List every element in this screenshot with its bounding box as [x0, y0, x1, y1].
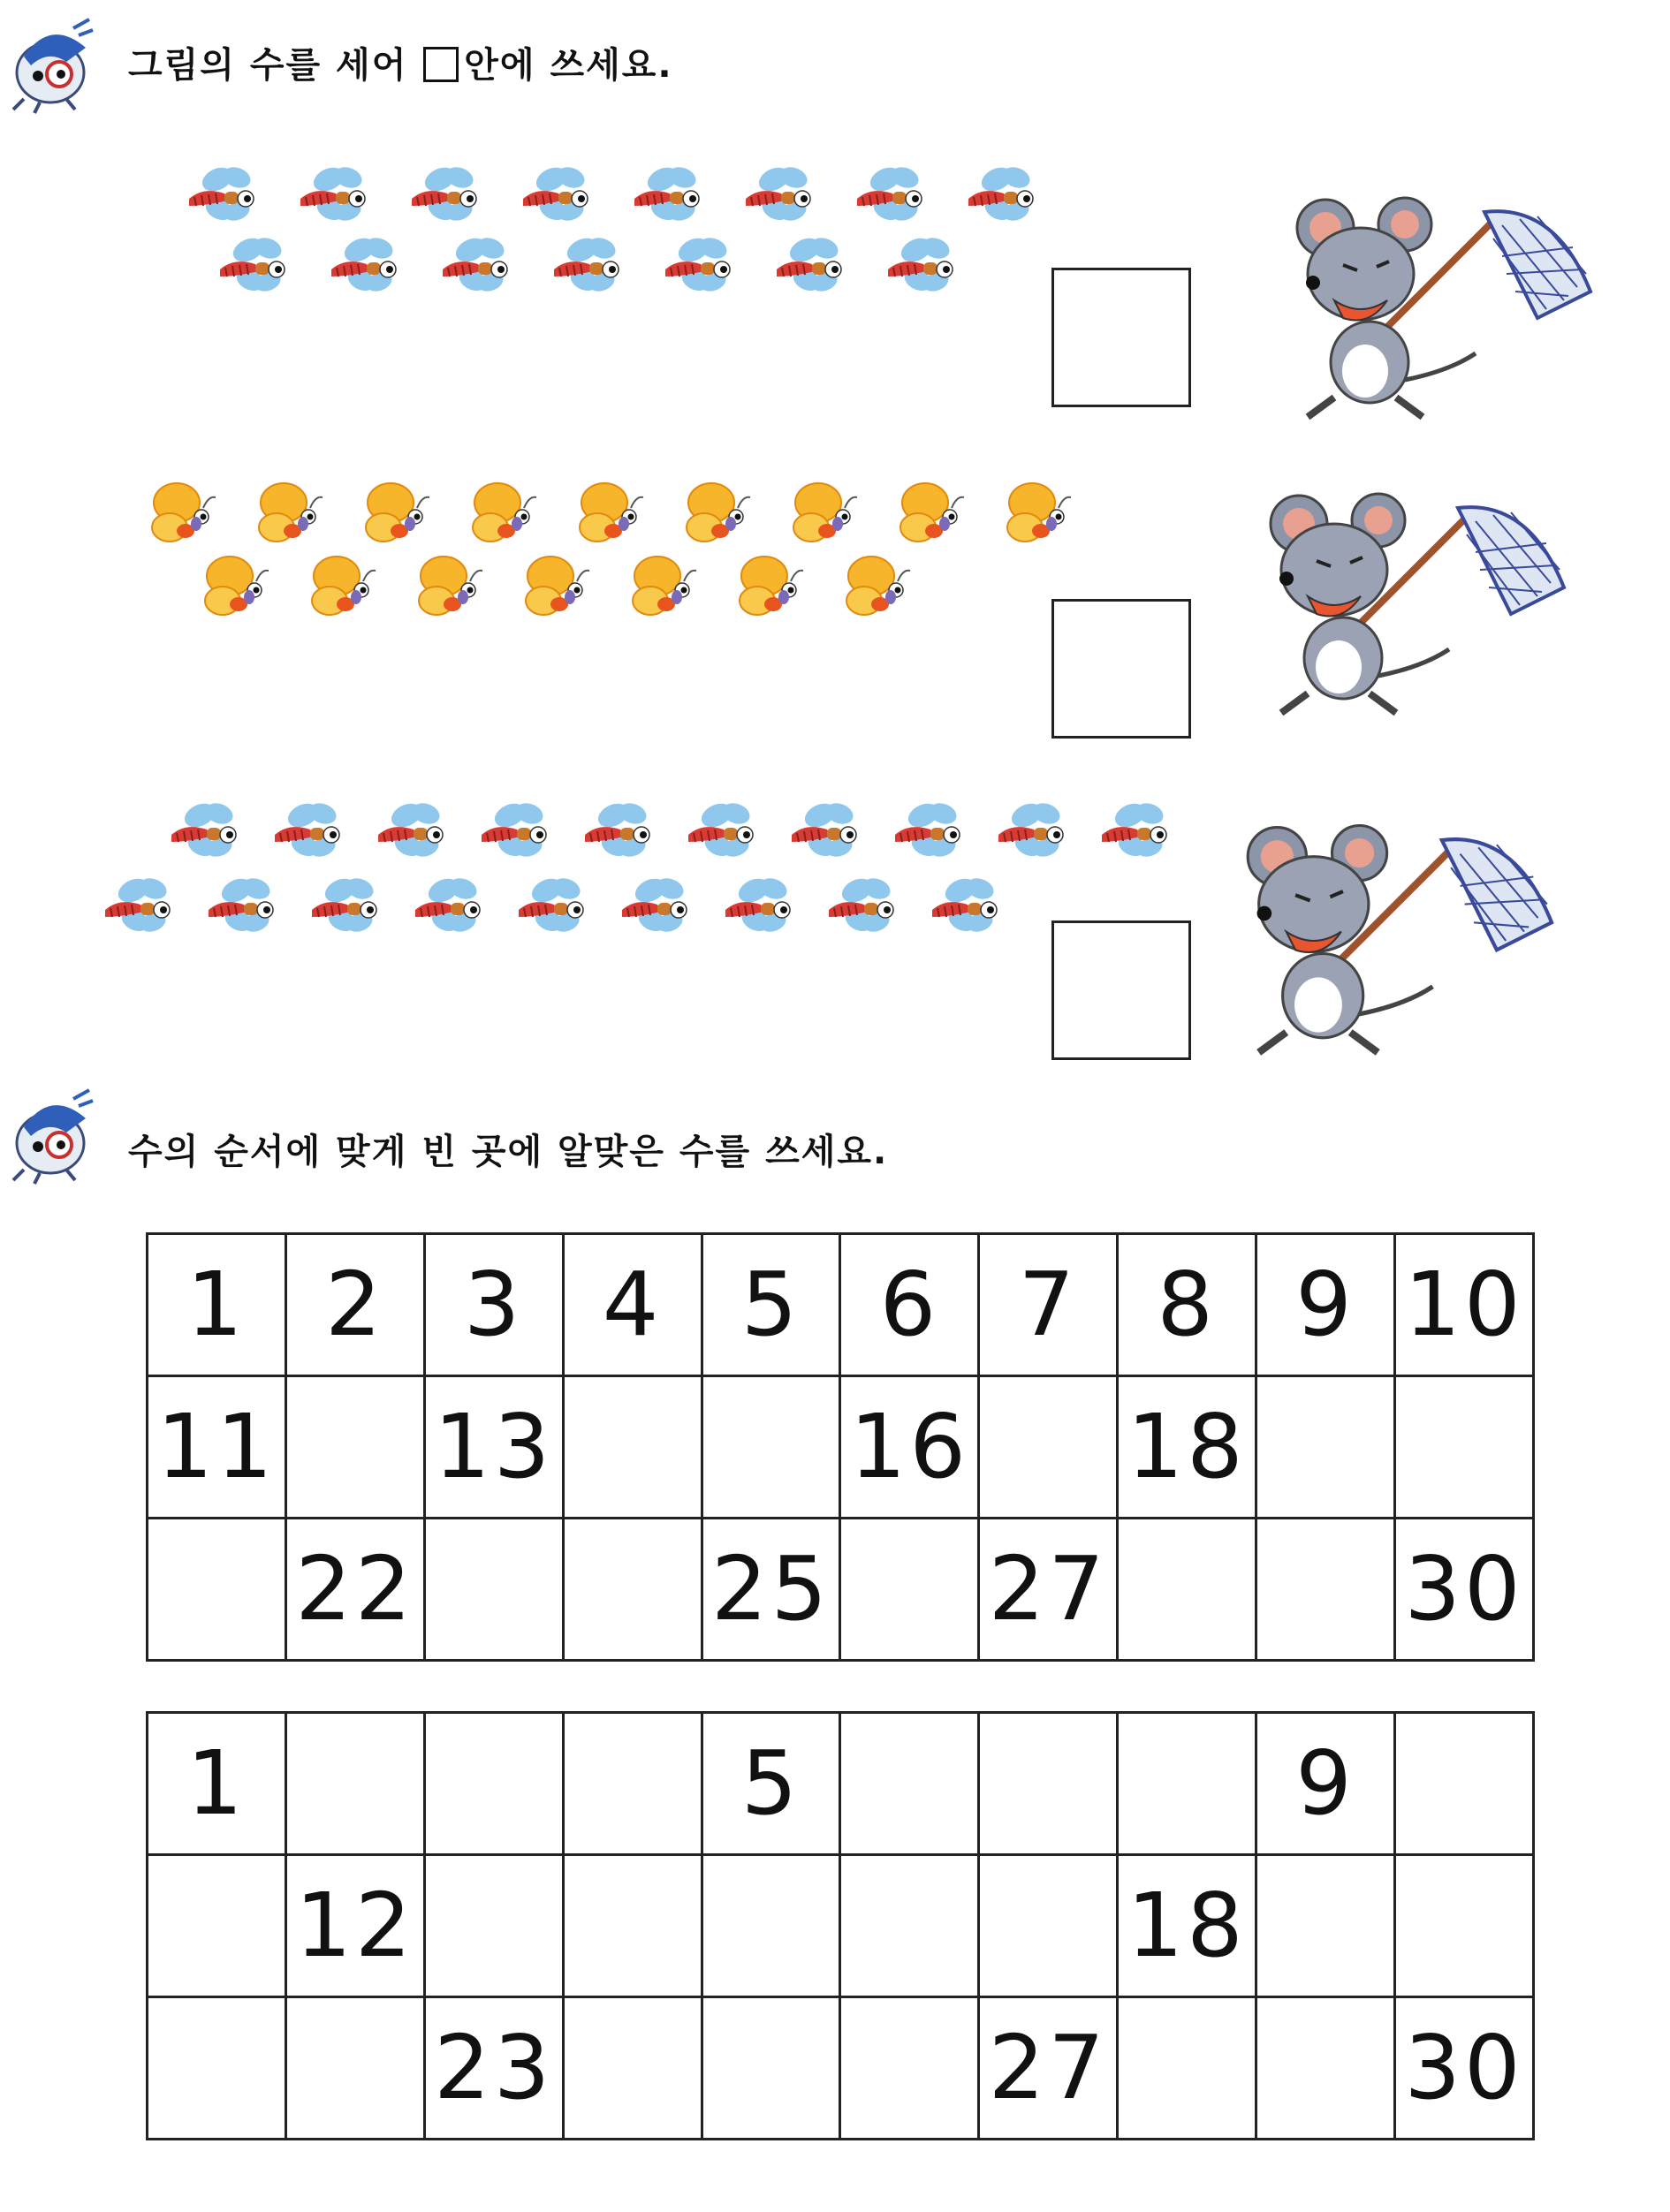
dragonfly-icon — [665, 234, 730, 295]
dragonfly-group-1 — [177, 141, 1087, 318]
blank-cell[interactable] — [1256, 1997, 1395, 2140]
dragonfly-icon — [585, 799, 649, 860]
number-cell: 11 — [148, 1376, 286, 1519]
dragonfly-icon — [857, 163, 922, 224]
dragonfly-icon — [415, 875, 480, 936]
dragonfly-icon — [519, 875, 583, 936]
grid-row — [148, 1713, 1534, 1855]
number-cell: 1 — [148, 1713, 286, 1855]
blank-cell[interactable] — [563, 1713, 702, 1855]
dragonfly-icon — [105, 875, 170, 936]
blank-cell[interactable] — [285, 1376, 424, 1519]
dragonfly-icon — [220, 234, 285, 295]
butterfly-icon — [205, 557, 269, 615]
number-grid-2 — [146, 1711, 1535, 2140]
inline-box-icon — [423, 47, 459, 82]
dragonfly-icon — [634, 163, 699, 224]
dragonfly-icon — [523, 163, 588, 224]
blank-cell[interactable] — [702, 1997, 840, 2140]
number-cell: 18 — [1118, 1376, 1256, 1519]
number-cell: 5 — [702, 1234, 840, 1376]
butterfly-icon — [419, 557, 482, 615]
number-cell: 4 — [563, 1234, 702, 1376]
butterfly-icon — [793, 483, 857, 542]
blank-cell[interactable] — [424, 1519, 563, 1661]
dragonfly-icon — [968, 163, 1033, 224]
butterfly-icon — [366, 483, 429, 542]
butterfly-icon — [633, 557, 696, 615]
butterfly-icon — [473, 483, 536, 542]
number-cell: 30 — [1395, 1519, 1534, 1661]
blank-cell[interactable] — [1118, 1713, 1256, 1855]
blank-cell[interactable] — [702, 1376, 840, 1519]
blank-cell[interactable] — [979, 1376, 1118, 1519]
number-grid-1 — [146, 1232, 1535, 1662]
answer-box-2[interactable] — [1051, 599, 1191, 739]
number-cell: 1 — [148, 1234, 286, 1376]
dragonfly-icon — [725, 875, 790, 936]
number-cell: 6 — [840, 1234, 979, 1376]
number-cell: 12 — [285, 1855, 424, 1997]
blank-cell[interactable] — [840, 1713, 979, 1855]
mouse-with-net-icon — [1246, 481, 1582, 729]
butterfly-icon — [687, 483, 750, 542]
answer-box-3[interactable] — [1051, 920, 1191, 1060]
blank-cell[interactable] — [1256, 1855, 1395, 1997]
butterfly-icon — [259, 483, 323, 542]
dragonfly-icon — [378, 799, 443, 860]
dragonfly-icon — [412, 163, 476, 224]
dragonfly-icon — [746, 163, 810, 224]
dragonfly-icon — [792, 799, 856, 860]
number-cell: 3 — [424, 1234, 563, 1376]
dragonfly-icon — [209, 875, 273, 936]
dragonfly-group-3 — [93, 777, 1215, 963]
blank-cell[interactable] — [563, 1376, 702, 1519]
number-cell: 2 — [285, 1234, 424, 1376]
number-cell: 22 — [285, 1519, 424, 1661]
dragonfly-icon — [688, 799, 753, 860]
blank-cell[interactable] — [285, 1713, 424, 1855]
blank-cell[interactable] — [1395, 1713, 1534, 1855]
dragonfly-icon — [482, 799, 546, 860]
blank-cell[interactable] — [148, 1519, 286, 1661]
blank-cell[interactable] — [563, 1855, 702, 1997]
blank-cell[interactable] — [424, 1713, 563, 1855]
grid-row — [148, 1855, 1534, 1997]
dragonfly-icon — [777, 234, 841, 295]
dragonfly-icon — [998, 799, 1063, 860]
butterfly-icon — [900, 483, 964, 542]
number-cell: 16 — [840, 1376, 979, 1519]
blank-cell[interactable] — [979, 1713, 1118, 1855]
blank-cell[interactable] — [424, 1855, 563, 1997]
mascot-icon — [4, 18, 102, 115]
dragonfly-icon — [895, 799, 960, 860]
section1-instruction: 그림의 수를 세어 안에 쓰세요. — [128, 45, 673, 86]
butterfly-icon — [312, 557, 376, 615]
number-cell: 25 — [702, 1519, 840, 1661]
grid-row — [148, 1997, 1534, 2140]
number-cell: 27 — [979, 1519, 1118, 1661]
blank-cell[interactable] — [702, 1855, 840, 1997]
number-cell: 27 — [979, 1997, 1118, 2140]
number-cell: 10 — [1395, 1234, 1534, 1376]
grid-row — [148, 1376, 1534, 1519]
dragonfly-icon — [275, 799, 339, 860]
blank-cell[interactable] — [1395, 1376, 1534, 1519]
dragonfly-icon — [829, 875, 893, 936]
dragonfly-icon — [312, 875, 376, 936]
number-cell: 9 — [1256, 1234, 1395, 1376]
blank-cell[interactable] — [840, 1519, 979, 1661]
butterfly-icon — [846, 557, 910, 615]
number-cell: 13 — [424, 1376, 563, 1519]
dragonfly-icon — [443, 234, 507, 295]
blank-cell[interactable] — [285, 1997, 424, 2140]
mouse-with-net-icon — [1272, 186, 1608, 424]
butterfly-icon — [740, 557, 803, 615]
blank-cell[interactable] — [840, 1997, 979, 2140]
dragonfly-icon — [300, 163, 365, 224]
blank-cell[interactable] — [563, 1997, 702, 2140]
dragonfly-icon — [331, 234, 396, 295]
blank-cell[interactable] — [148, 1997, 286, 2140]
dragonfly-icon — [189, 163, 254, 224]
number-cell: 9 — [1256, 1713, 1395, 1855]
dragonfly-icon — [171, 799, 236, 860]
answer-box-1[interactable] — [1051, 268, 1191, 407]
dragonfly-icon — [888, 234, 953, 295]
blank-cell[interactable] — [840, 1855, 979, 1997]
butterfly-icon — [526, 557, 589, 615]
butterfly-icon — [152, 483, 216, 542]
blank-cell[interactable] — [1256, 1376, 1395, 1519]
blank-cell[interactable] — [1256, 1519, 1395, 1661]
blank-cell[interactable] — [563, 1519, 702, 1661]
blank-cell[interactable] — [1118, 1997, 1256, 2140]
dragonfly-icon — [622, 875, 687, 936]
number-cell: 18 — [1118, 1855, 1256, 1997]
mascot-icon — [4, 1088, 102, 1186]
number-cell: 7 — [979, 1234, 1118, 1376]
butterfly-icon — [580, 483, 643, 542]
number-cell: 8 — [1118, 1234, 1256, 1376]
blank-cell[interactable] — [1395, 1855, 1534, 1997]
butterfly-icon — [1007, 483, 1071, 542]
number-cell: 5 — [702, 1713, 840, 1855]
section2-instruction: 수의 순서에 맞게 빈 곳에 알맞은 수를 쓰세요. — [128, 1132, 889, 1172]
number-cell: 23 — [424, 1997, 563, 2140]
blank-cell[interactable] — [1118, 1519, 1256, 1661]
dragonfly-icon — [932, 875, 997, 936]
number-cell: 30 — [1395, 1997, 1534, 2140]
butterfly-group — [141, 459, 1113, 636]
grid-row — [148, 1519, 1534, 1661]
grid-row — [148, 1234, 1534, 1376]
dragonfly-icon — [1102, 799, 1166, 860]
blank-cell[interactable] — [979, 1855, 1118, 1997]
blank-cell[interactable] — [148, 1855, 286, 1997]
mouse-with-net-icon — [1219, 813, 1573, 1069]
dragonfly-icon — [554, 234, 619, 295]
